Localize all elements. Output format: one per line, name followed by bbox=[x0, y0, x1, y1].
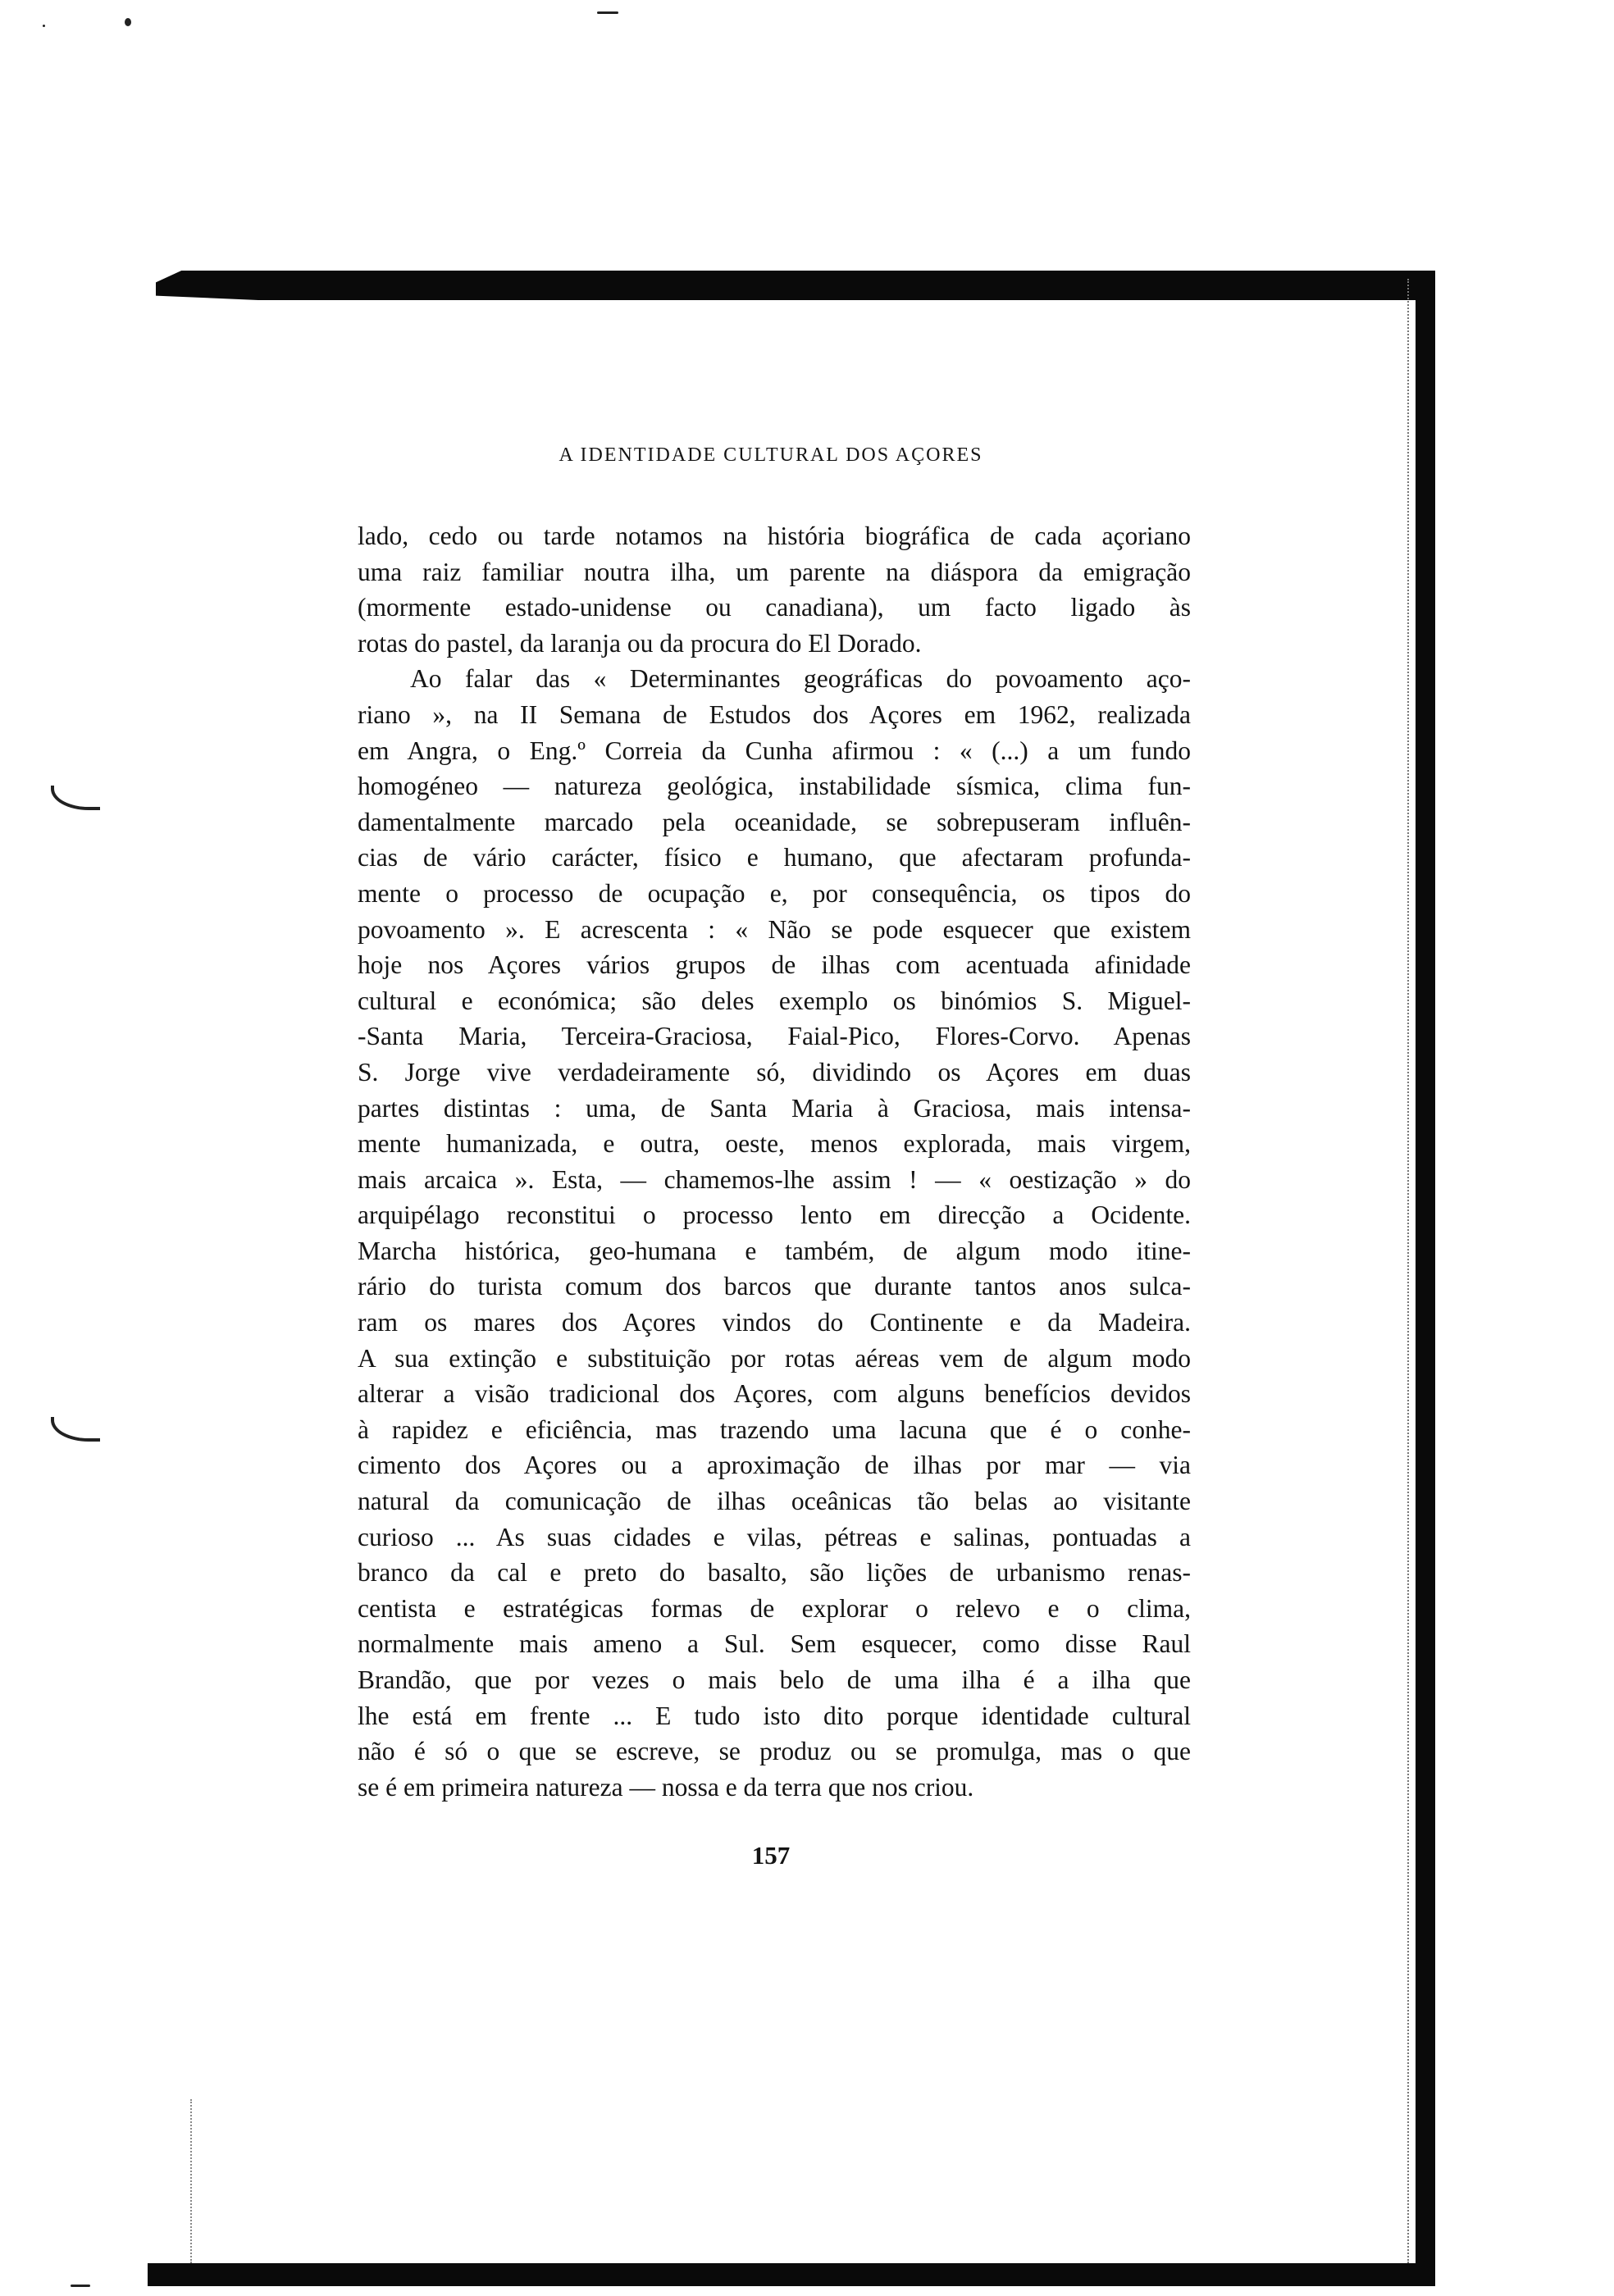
scan-frame-top bbox=[156, 271, 1435, 300]
text-line: A sua extinção e substituição por rotas aéreas vem de algum modo bbox=[358, 1343, 1191, 1373]
text-line: arquipélago reconstitui o processo lento em direcção a Ocidente. bbox=[358, 1200, 1191, 1230]
text-line: partes distintas : uma, de Santa Maria à Graciosa, mais intensa- bbox=[358, 1093, 1191, 1123]
text-line: lado, cedo ou tarde notamos na história biográfica de cada açoriano bbox=[358, 522, 1191, 550]
text-line: cultural e económica; são deles exemplo os binómios S. Miguel- bbox=[358, 986, 1191, 1015]
text-line: Marcha histórica, geo-humana e também, de algum modo itine- bbox=[358, 1236, 1191, 1265]
text-line: não é só o que se escreve, se produz ou se promulga, mas o que bbox=[358, 1737, 1191, 1766]
text-line: povoamento ». E acrescenta : « Não se pode esquecer que existem bbox=[358, 914, 1191, 944]
text-line: centista e estratégicas formas de explorar o relevo e o clima, bbox=[358, 1593, 1191, 1623]
text-line: damentalmente marcado pela oceanidade, se sobrepuseram influên- bbox=[358, 807, 1191, 836]
text-line: alterar a visão tradicional dos Açores, com alguns benefícios devidos bbox=[358, 1379, 1191, 1409]
page-number: 157 bbox=[751, 1841, 791, 1870]
text-line: cias de vário carácter, físico e humano, que afectaram profunda- bbox=[358, 843, 1191, 872]
text-line: S. Jorge vive verdadeiramente só, dividindo os Açores em duas bbox=[358, 1057, 1191, 1086]
text-line: mente o processo de ocupação e, por consequência, os tipos do bbox=[358, 878, 1191, 908]
paragraph bbox=[358, 518, 1191, 661]
text-line: lhe está em frente ... E tudo isto dito porque identidade cultural bbox=[358, 1701, 1191, 1730]
text-line: hoje nos Açores vários grupos de ilhas com acentuada afinidade bbox=[358, 950, 1191, 980]
scan-frame-bottom bbox=[148, 2263, 1435, 2286]
scan-frame-right bbox=[1416, 271, 1435, 2280]
text-line: se é em primeira natureza — nossa e da terra que nos criou. bbox=[358, 1772, 974, 1802]
text-line: mente humanizada, e outra, oeste, menos explorada, mais virgem, bbox=[358, 1129, 1191, 1159]
binding-hole-mark-lower bbox=[51, 1417, 100, 1442]
text-line: Brandão, que por vezes o mais belo de uma ilha é a ilha que bbox=[358, 1665, 1191, 1694]
text-line: uma raiz familiar noutra ilha, um parente na diáspora da emigração bbox=[358, 557, 1191, 586]
text-line: à rapidez e eficiência, mas trazendo uma lacuna que é o conhe- bbox=[358, 1414, 1191, 1444]
text-line: riano », na II Semana de Estudos dos Açores em 1962, realizada bbox=[358, 699, 1191, 729]
running-head: A IDENTIDADE CULTURAL DOS AÇORES bbox=[559, 444, 983, 466]
text-line: mais arcaica ». Esta, — chamemos-lhe assim ! — « oestização » do bbox=[358, 1164, 1191, 1194]
text-line: em Angra, o Eng.º Correia da Cunha afirmou : « (...) a um fundo bbox=[358, 736, 1191, 765]
scan-frame-inner-edge bbox=[1407, 279, 1411, 2263]
text-line: cimento dos Açores ou a aproximação de ilhas por mar — via bbox=[358, 1451, 1191, 1480]
text-line: normalmente mais ameno a Sul. Sem esquecer, como disse Raul bbox=[358, 1629, 1191, 1659]
scan-left-edge-dots bbox=[190, 2099, 194, 2263]
binding-hole-mark-upper bbox=[51, 786, 100, 810]
text-line: Ao falar das « Determinantes geográficas do povoamento aço- bbox=[410, 664, 1191, 694]
paragraph bbox=[358, 661, 1191, 1805]
scan-speck bbox=[71, 2285, 90, 2287]
scan-speck bbox=[43, 25, 45, 27]
body-text bbox=[358, 518, 1191, 1805]
text-line: rário do turista comum dos barcos que durante tantos anos sulca- bbox=[358, 1272, 1191, 1301]
text-line: curioso ... As suas cidades e vilas, pétreas e salinas, pontuadas a bbox=[358, 1522, 1191, 1551]
text-line: branco da cal e preto do basalto, são lições de urbanismo renas- bbox=[358, 1558, 1191, 1588]
text-line: rotas do pastel, da laranja ou da procura do El Dorado. bbox=[358, 628, 922, 658]
text-line: -Santa Maria, Terceira-Graciosa, Faial-Pico, Flores-Corvo. Apenas bbox=[358, 1022, 1191, 1051]
text-line: ram os mares dos Açores vindos do Continente e da Madeira. bbox=[358, 1308, 1191, 1337]
scan-speck bbox=[597, 11, 618, 14]
scan-speck bbox=[125, 18, 131, 26]
text-line: homogéneo — natureza geológica, instabilidade sísmica, clima fun- bbox=[358, 772, 1191, 801]
text-line: natural da comunicação de ilhas oceânicas tão belas ao visitante bbox=[358, 1487, 1191, 1516]
text-line: (mormente estado-unidense ou canadiana), um facto ligado às bbox=[358, 593, 1191, 622]
